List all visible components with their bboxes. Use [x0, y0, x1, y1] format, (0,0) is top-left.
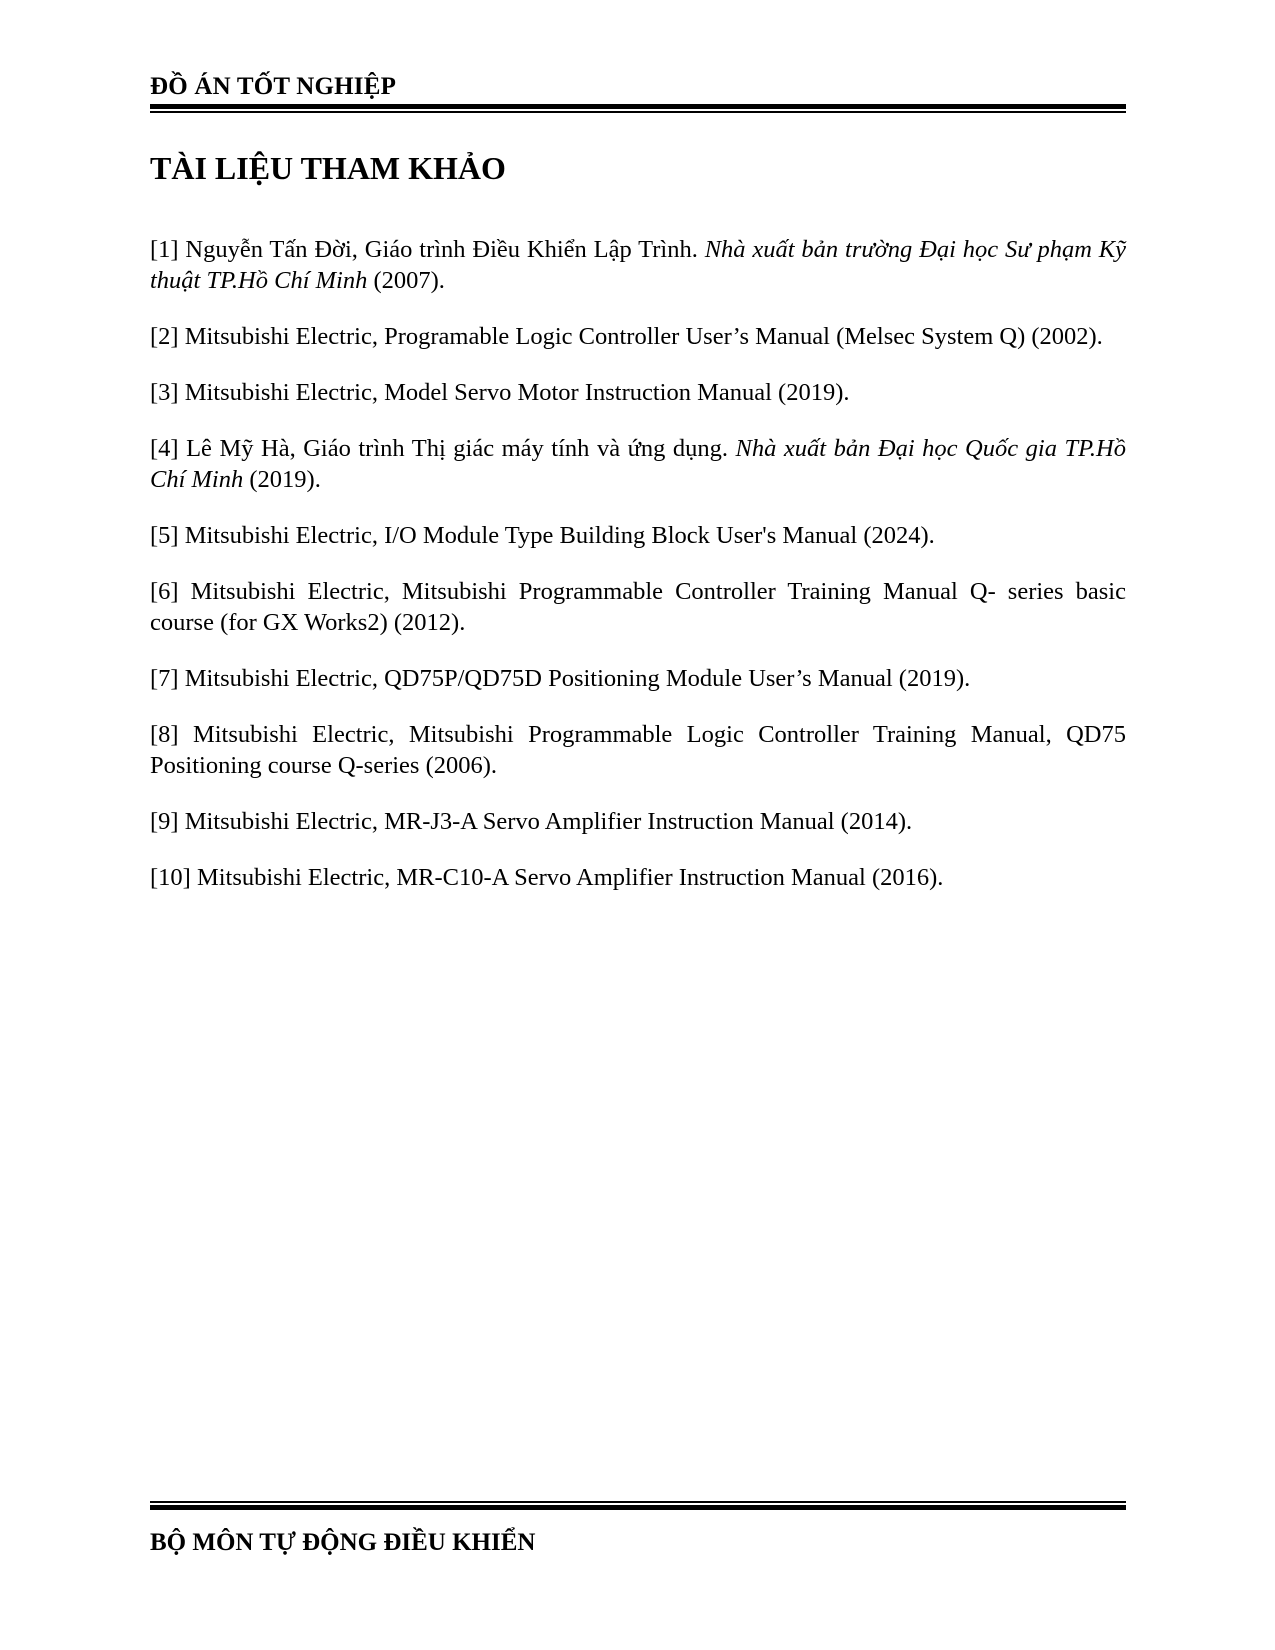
reference-item-3	[150, 377, 1126, 408]
reference-publisher: Nhà xuất bản trường Đại học Sư phạm Kỹ thuật TP.Hồ Chí Minh	[150, 236, 1126, 294]
reference-year: (2019).	[243, 466, 321, 493]
reference-publisher: Nhà xuất bản Đại học Quốc gia TP.Hồ Chí Minh	[150, 435, 1126, 493]
header-rule-thick	[150, 104, 1126, 109]
reference-item-8	[150, 719, 1126, 781]
reference-item-5	[150, 520, 1126, 551]
reference-text: [5] Mitsubishi Electric, I/O Module Type Building Block User's Manual (2024).	[150, 522, 935, 549]
reference-item-2	[150, 321, 1126, 352]
page-header-title: ĐỒ ÁN TỐT NGHIỆP	[150, 73, 397, 100]
reference-text: [8] Mitsubishi Electric, Mitsubishi Programmable Logic Controller Training Manual, QD75 Positioning course Q-series (2006).	[150, 721, 1126, 779]
section-title: TÀI LIỆU THAM KHẢO	[150, 150, 506, 186]
reference-text: [7] Mitsubishi Electric, QD75P/QD75D Positioning Module User’s Manual (2019).	[150, 665, 971, 692]
reference-item-7	[150, 663, 1126, 694]
reference-item-4	[150, 433, 1126, 495]
footer-rule-thin	[150, 1501, 1126, 1503]
reference-item-6	[150, 576, 1126, 638]
reference-text: [3] Mitsubishi Electric, Model Servo Motor Instruction Manual (2019).	[150, 379, 850, 406]
page-footer-title: BỘ MÔN TỰ ĐỘNG ĐIỀU KHIỂN	[150, 1529, 536, 1556]
reference-text: [6] Mitsubishi Electric, Mitsubishi Programmable Controller Training Manual Q- series basic course (for GX Works2) (2012).	[150, 578, 1126, 636]
header-rule-thin	[150, 111, 1126, 113]
reference-year: (2007).	[367, 267, 445, 294]
reference-text: [1] Nguyễn Tấn Đời, Giáo trình Điều Khiển Lập Trình.	[150, 236, 705, 263]
reference-item-10	[150, 862, 1126, 893]
reference-item-1	[150, 234, 1126, 296]
reference-text: [9] Mitsubishi Electric, MR-J3-A Servo Amplifier Instruction Manual (2014).	[150, 808, 913, 835]
reference-list	[150, 234, 1126, 918]
reference-text: [10] Mitsubishi Electric, MR-C10-A Servo Amplifier Instruction Manual (2016).	[150, 864, 944, 891]
reference-text: [2] Mitsubishi Electric, Programable Logic Controller User’s Manual (Melsec System Q) (2002).	[150, 323, 1103, 350]
footer-rule-thick	[150, 1505, 1126, 1510]
reference-text: [4] Lê Mỹ Hà, Giáo trình Thị giác máy tính và ứng dụng.	[150, 435, 736, 462]
reference-item-9	[150, 806, 1126, 837]
